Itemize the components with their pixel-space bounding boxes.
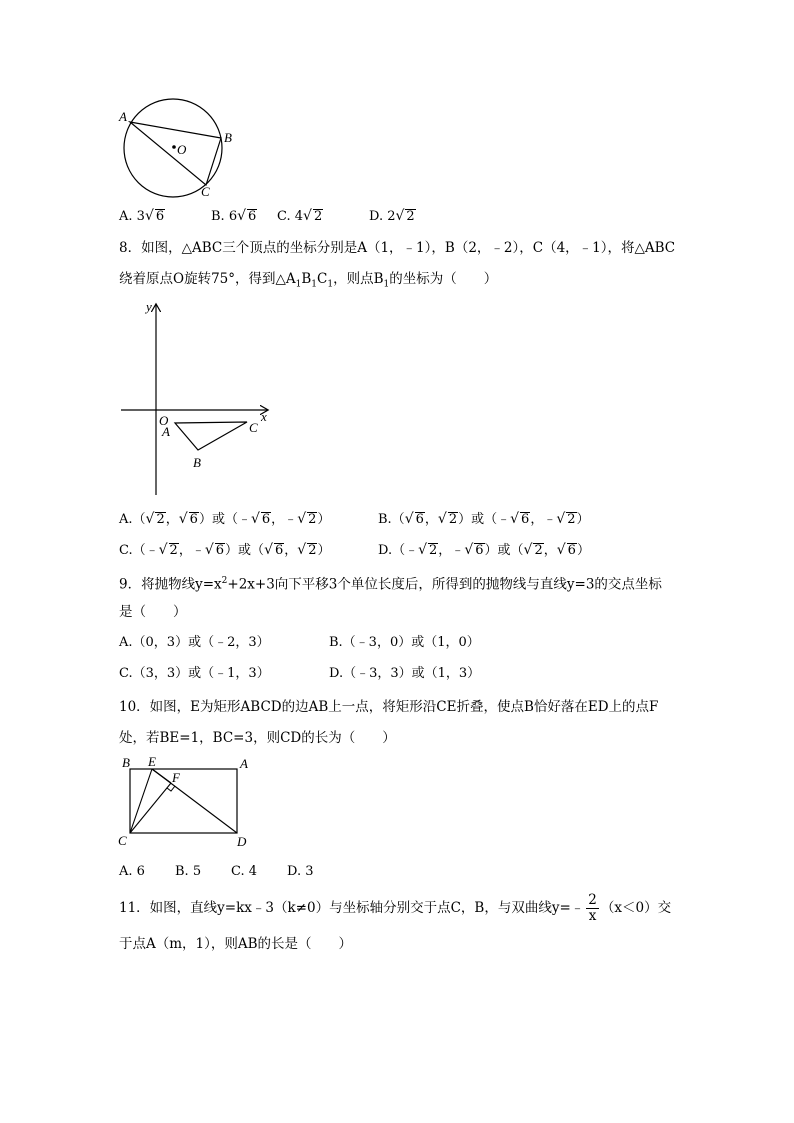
q11-line2: 于点A（m，1），则AB的长是（ ） (119, 936, 353, 952)
q8-option-c: C.（﹣√ 2，﹣√ 6）或（√ 6，√ 2） (119, 542, 331, 558)
segment-ce (130, 769, 152, 833)
fraction: $\frac{2}{x}$ (588, 892, 597, 924)
center-dot (172, 145, 176, 149)
label-a: A (240, 756, 248, 771)
label-o: O (177, 142, 187, 157)
q10-line1: 10．如图，E为矩形ABCD的边AB上一点，将矩形沿CE折叠，使点B恰好落在ED上的点F (119, 699, 659, 715)
label-e: E (148, 754, 156, 769)
axes-figure (115, 295, 280, 500)
q7-option-a: A. 3√ 6 (119, 208, 165, 224)
triangle-abc (130, 122, 221, 185)
q9-line1: 9．将抛物线$y=x^2+2x+3$向下平移3个单位长度后，所得到的抛物线与直线y=3的交点坐标 (119, 576, 662, 593)
q7-option-b: B. 6√ 6 (211, 208, 257, 224)
q10-option-b: B. 5 (175, 864, 202, 879)
q11-line1: 11．如图，直线y=kx﹣3（k≠0）与坐标轴分别交于点C，B，与双曲线y=﹣ $\frac{2}{x}$ （x＜0）交 (119, 892, 672, 924)
q8-option-a: A.（√ 2，√ 6）或（﹣√ 6，﹣√ 2） (119, 511, 331, 527)
q9-line2: 是（ ） (119, 604, 187, 620)
q9-option-a: A.（0，3）或（﹣2，3） (119, 635, 270, 650)
label-d: D (237, 834, 247, 849)
q7-option-c: C. 4√ 2 (277, 208, 323, 224)
q10-line2: 处，若BE=1，BC=3，则CD的长为（ ） (119, 730, 396, 746)
axis-label-x: x (261, 409, 267, 424)
label-b: B (193, 455, 201, 470)
label-a: A (119, 109, 127, 124)
rectangle-figure (115, 752, 260, 852)
segment-ef (152, 769, 171, 783)
q7-options (119, 206, 416, 227)
label-c: C (201, 184, 210, 199)
label-c: C (118, 833, 127, 848)
q9-option-b: B.（﹣3，0）或（1，0） (329, 635, 480, 650)
label-b: B (224, 130, 232, 145)
q8-line2: 绕着原点O旋转75°，得到$\triangle A_1B_1C_1$，则点$B_1$的坐标为（ ） (119, 271, 498, 290)
label-c: C (249, 420, 258, 435)
axis-label-y: y (146, 299, 152, 314)
segment-cf (130, 783, 171, 833)
circle-figure (110, 92, 245, 200)
q8-option-b: B.（√ 6，√ 2）或（﹣√ 6，﹣√ 2） (378, 511, 590, 527)
triangle-abc-axes (175, 422, 247, 450)
q10-option-c: C. 4 (231, 864, 258, 879)
label-a: A (162, 424, 170, 439)
q7-option-d: D. 2√ 2 (369, 208, 415, 224)
q10-option-a: A. 6 (119, 864, 145, 879)
q9-option-d: D.（﹣3，3）或（1，3） (329, 666, 481, 681)
origin-label: O (159, 413, 169, 428)
q8-line1: 8．如图，△ABC三个顶点的坐标分别是A（1，﹣1），B（2，﹣2），C（4，﹣1），将△ABC (119, 240, 676, 256)
q10-options (119, 862, 314, 882)
label-b: B (122, 755, 130, 770)
rectangle-abcd (130, 769, 237, 833)
label-f: F (172, 770, 180, 785)
q10-option-d: D. 3 (287, 864, 314, 879)
q9-option-c: C.（3，3）或（﹣1，3） (119, 666, 270, 681)
q8-option-d: D.（﹣√ 2，﹣√ 6）或（√ 2，√ 6） (378, 542, 590, 558)
